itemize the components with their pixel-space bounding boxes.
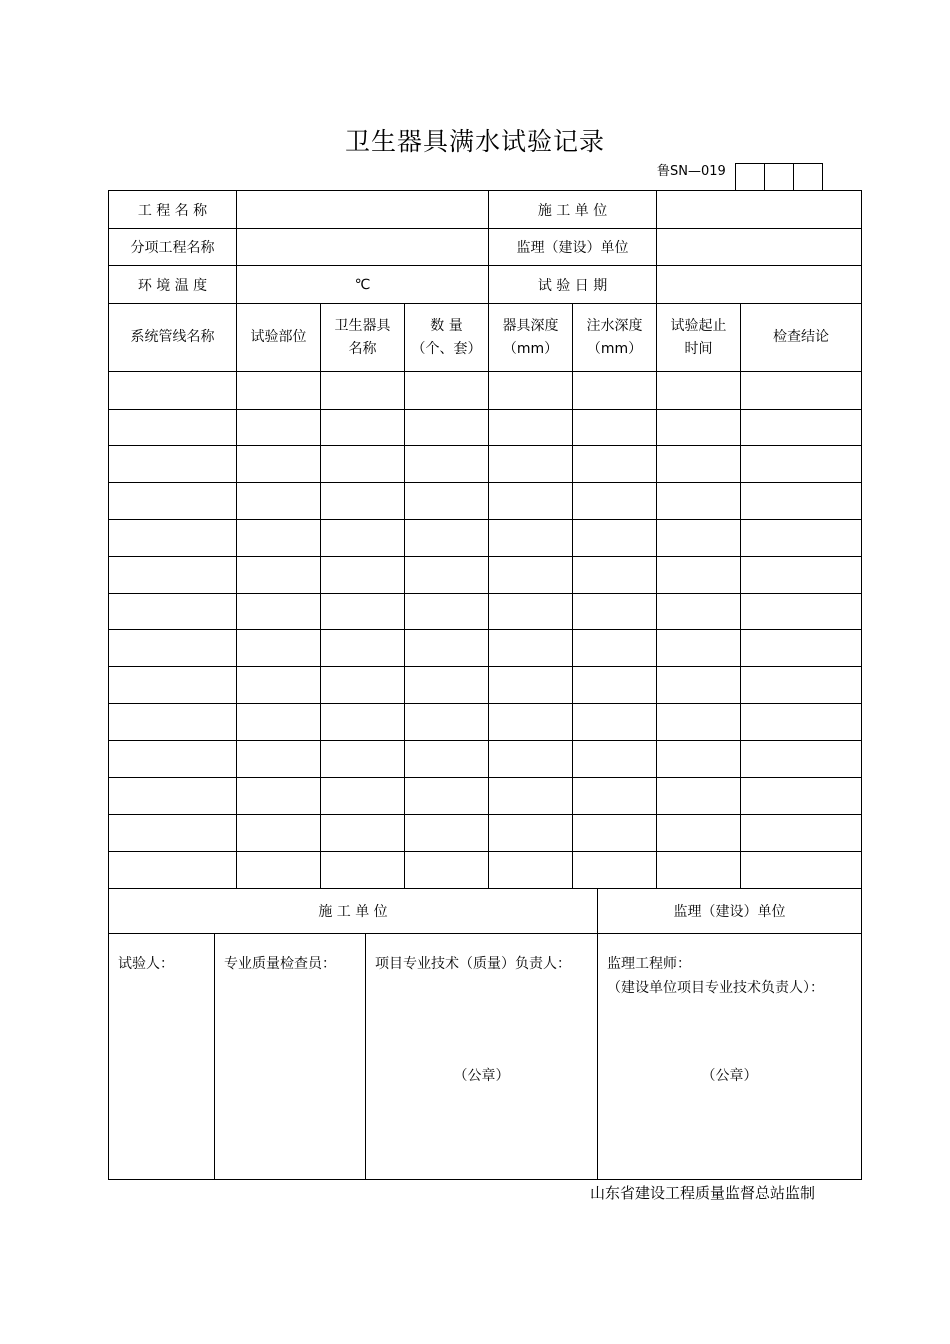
table-cell[interactable] bbox=[657, 446, 741, 483]
table-cell[interactable] bbox=[741, 704, 862, 741]
table-cell[interactable] bbox=[237, 483, 321, 520]
table-row bbox=[109, 630, 862, 667]
table-cell[interactable] bbox=[109, 372, 237, 410]
table-cell[interactable] bbox=[657, 594, 741, 630]
table-cell[interactable] bbox=[237, 446, 321, 483]
table-cell[interactable] bbox=[573, 594, 657, 630]
table-cell[interactable] bbox=[657, 815, 741, 852]
table-cell[interactable] bbox=[109, 410, 237, 446]
table-cell[interactable] bbox=[237, 852, 321, 889]
table-cell[interactable] bbox=[657, 410, 741, 446]
code-box[interactable] bbox=[794, 164, 822, 190]
table-cell[interactable] bbox=[489, 741, 573, 778]
table-cell[interactable] bbox=[573, 778, 657, 815]
table-row bbox=[109, 446, 862, 483]
table-row bbox=[109, 815, 862, 852]
table-cell[interactable] bbox=[657, 778, 741, 815]
table-cell[interactable] bbox=[573, 446, 657, 483]
sub-project-field[interactable] bbox=[237, 229, 489, 266]
table-cell[interactable] bbox=[741, 557, 862, 594]
construction-unit-label: 施 工 单 位 bbox=[489, 191, 657, 229]
table-cell[interactable] bbox=[573, 852, 657, 889]
table-cell[interactable] bbox=[741, 483, 862, 520]
info-row-project bbox=[109, 191, 862, 229]
table-cell[interactable] bbox=[109, 630, 237, 667]
table-cell[interactable] bbox=[405, 852, 489, 889]
table-cell[interactable] bbox=[321, 594, 405, 630]
table-cell[interactable] bbox=[109, 557, 237, 594]
project-name-field[interactable] bbox=[237, 191, 489, 229]
data-rows bbox=[109, 372, 862, 889]
code-box[interactable] bbox=[736, 164, 765, 190]
table-cell[interactable] bbox=[405, 704, 489, 741]
table-cell[interactable] bbox=[405, 410, 489, 446]
table-cell[interactable] bbox=[237, 372, 321, 410]
col-location: 试验部位 bbox=[237, 304, 321, 372]
table-cell[interactable] bbox=[741, 446, 862, 483]
table-row bbox=[109, 778, 862, 815]
table-cell[interactable] bbox=[657, 557, 741, 594]
table-cell[interactable] bbox=[741, 815, 862, 852]
table-cell[interactable] bbox=[237, 410, 321, 446]
table-cell[interactable] bbox=[237, 594, 321, 630]
table-cell[interactable] bbox=[321, 483, 405, 520]
table-cell[interactable] bbox=[573, 667, 657, 704]
col-test-time: 试验起止 时间 bbox=[657, 304, 741, 372]
table-cell[interactable] bbox=[109, 741, 237, 778]
supervision-unit-header: 监理（建设）单位 bbox=[598, 889, 862, 934]
env-temp-label: 环 境 温 度 bbox=[109, 266, 237, 304]
table-cell[interactable] bbox=[109, 704, 237, 741]
table-cell[interactable] bbox=[741, 410, 862, 446]
table-cell[interactable] bbox=[109, 815, 237, 852]
table-cell[interactable] bbox=[741, 778, 862, 815]
col-system: 系统管线名称 bbox=[109, 304, 237, 372]
inspector-cell[interactable] bbox=[215, 934, 366, 1180]
sub-project-label: 分项工程名称 bbox=[109, 229, 237, 266]
project-name-label: 工 程 名 称 bbox=[109, 191, 237, 229]
table-cell[interactable] bbox=[489, 520, 573, 557]
table-cell[interactable] bbox=[657, 704, 741, 741]
table-row bbox=[109, 852, 862, 889]
table-cell[interactable] bbox=[489, 852, 573, 889]
table-cell[interactable] bbox=[109, 446, 237, 483]
construction-unit-header: 施 工 单 位 bbox=[109, 889, 598, 934]
table-cell[interactable] bbox=[741, 852, 862, 889]
table-cell[interactable] bbox=[489, 704, 573, 741]
engineer-note: （建设单位项目专业技术负责人）： bbox=[607, 980, 824, 996]
table-cell[interactable] bbox=[489, 446, 573, 483]
table-cell[interactable] bbox=[321, 372, 405, 410]
table-row bbox=[109, 372, 862, 410]
seal-right: （公章） bbox=[701, 1068, 758, 1084]
tester-label: 试验人： bbox=[118, 956, 174, 972]
table-cell[interactable] bbox=[321, 815, 405, 852]
test-date-field[interactable] bbox=[657, 266, 862, 304]
table-cell[interactable] bbox=[573, 741, 657, 778]
table-cell[interactable] bbox=[109, 594, 237, 630]
signoff-table bbox=[108, 888, 862, 1180]
form-title: 卫生器具满水试验记录 bbox=[344, 127, 605, 156]
table-cell[interactable] bbox=[109, 778, 237, 815]
table-cell[interactable] bbox=[657, 520, 741, 557]
table-row bbox=[109, 520, 862, 557]
table-cell[interactable] bbox=[237, 815, 321, 852]
table-cell[interactable] bbox=[237, 520, 321, 557]
table-cell[interactable] bbox=[321, 630, 405, 667]
table-cell[interactable] bbox=[489, 630, 573, 667]
table-cell[interactable] bbox=[489, 557, 573, 594]
engineer-label: 监理工程师： bbox=[607, 956, 691, 972]
main-table bbox=[108, 190, 862, 889]
table-cell[interactable] bbox=[109, 520, 237, 557]
column-header-row bbox=[109, 304, 862, 372]
engineer-cell[interactable] bbox=[598, 934, 862, 1180]
table-cell[interactable] bbox=[321, 741, 405, 778]
table-cell[interactable] bbox=[405, 778, 489, 815]
table-cell[interactable] bbox=[657, 852, 741, 889]
table-cell[interactable] bbox=[321, 446, 405, 483]
table-cell[interactable] bbox=[321, 778, 405, 815]
table-cell[interactable] bbox=[741, 372, 862, 410]
inspector-label: 专业质量检查员： bbox=[224, 956, 336, 972]
table-row bbox=[109, 594, 862, 630]
test-date-label: 试 验 日 期 bbox=[489, 266, 657, 304]
table-row bbox=[109, 410, 862, 446]
table-cell[interactable] bbox=[109, 667, 237, 704]
signoff-row bbox=[109, 934, 862, 1180]
table-cell[interactable] bbox=[657, 741, 741, 778]
table-cell[interactable] bbox=[237, 741, 321, 778]
table-cell[interactable] bbox=[741, 741, 862, 778]
table-cell[interactable] bbox=[573, 372, 657, 410]
table-cell[interactable] bbox=[405, 520, 489, 557]
table-cell[interactable] bbox=[657, 630, 741, 667]
table-row bbox=[109, 557, 862, 594]
table-cell[interactable] bbox=[321, 520, 405, 557]
table-cell[interactable] bbox=[489, 483, 573, 520]
table-cell[interactable] bbox=[237, 778, 321, 815]
table-cell[interactable] bbox=[405, 557, 489, 594]
table-cell[interactable] bbox=[489, 667, 573, 704]
supervision-unit-label: 监理（建设）单位 bbox=[489, 229, 657, 266]
table-cell[interactable] bbox=[321, 667, 405, 704]
table-cell[interactable] bbox=[489, 372, 573, 410]
col-quantity: 数 量 （个、套） bbox=[405, 304, 489, 372]
form-code: 鲁SN—019 bbox=[657, 164, 726, 179]
table-cell[interactable] bbox=[489, 815, 573, 852]
table-row bbox=[109, 483, 862, 520]
col-water-depth: 注水深度 （mm） bbox=[573, 304, 657, 372]
table-cell[interactable] bbox=[573, 630, 657, 667]
temp-unit: ℃ bbox=[354, 276, 371, 293]
table-cell[interactable] bbox=[573, 520, 657, 557]
footer-issuer: 山东省建设工程质量监督总站监制 bbox=[590, 1184, 816, 1202]
table-cell[interactable] bbox=[321, 704, 405, 741]
table-cell[interactable] bbox=[489, 778, 573, 815]
table-cell[interactable] bbox=[237, 667, 321, 704]
table-cell[interactable] bbox=[405, 741, 489, 778]
tech-lead-label: 项目专业技术（质量）负责人： bbox=[375, 956, 571, 972]
table-cell[interactable] bbox=[237, 704, 321, 741]
table-cell[interactable] bbox=[237, 630, 321, 667]
table-cell[interactable] bbox=[109, 483, 237, 520]
table-cell[interactable] bbox=[321, 410, 405, 446]
table-row bbox=[109, 704, 862, 741]
table-cell[interactable] bbox=[573, 410, 657, 446]
table-cell[interactable] bbox=[741, 667, 862, 704]
table-cell[interactable] bbox=[573, 483, 657, 520]
col-fixture-depth: 器具深度 （mm） bbox=[489, 304, 573, 372]
table-cell[interactable] bbox=[489, 410, 573, 446]
env-temp-field[interactable] bbox=[237, 266, 489, 304]
table-cell[interactable] bbox=[741, 630, 862, 667]
table-cell[interactable] bbox=[405, 483, 489, 520]
table-cell[interactable] bbox=[109, 852, 237, 889]
table-cell[interactable] bbox=[573, 557, 657, 594]
tester-cell[interactable] bbox=[109, 934, 215, 1180]
table-row bbox=[109, 667, 862, 704]
form-code-row bbox=[657, 163, 823, 190]
table-cell[interactable] bbox=[405, 815, 489, 852]
table-cell[interactable] bbox=[405, 372, 489, 410]
signoff-header-row bbox=[109, 889, 862, 934]
code-box[interactable] bbox=[765, 164, 794, 190]
seal-left: （公章） bbox=[453, 1068, 510, 1084]
table-cell[interactable] bbox=[321, 557, 405, 594]
col-fixture: 卫生器具 名称 bbox=[321, 304, 405, 372]
tech-lead-cell[interactable] bbox=[366, 934, 598, 1180]
info-row-subproject bbox=[109, 229, 862, 266]
table-cell[interactable] bbox=[237, 557, 321, 594]
table-cell[interactable] bbox=[321, 852, 405, 889]
table-cell[interactable] bbox=[657, 667, 741, 704]
table-cell[interactable] bbox=[573, 704, 657, 741]
table-cell[interactable] bbox=[405, 446, 489, 483]
table-cell[interactable] bbox=[405, 594, 489, 630]
construction-unit-field[interactable] bbox=[657, 191, 862, 229]
code-boxes bbox=[735, 163, 823, 190]
supervision-unit-field[interactable] bbox=[657, 229, 862, 266]
info-row-temperature bbox=[109, 266, 862, 304]
table-cell[interactable] bbox=[405, 630, 489, 667]
table-row bbox=[109, 741, 862, 778]
table-cell[interactable] bbox=[657, 483, 741, 520]
table-cell[interactable] bbox=[741, 594, 862, 630]
table-cell[interactable] bbox=[573, 815, 657, 852]
table-cell[interactable] bbox=[657, 372, 741, 410]
table-cell[interactable] bbox=[405, 667, 489, 704]
table-cell[interactable] bbox=[489, 594, 573, 630]
col-result: 检查结论 bbox=[741, 304, 862, 372]
table-cell[interactable] bbox=[741, 520, 862, 557]
